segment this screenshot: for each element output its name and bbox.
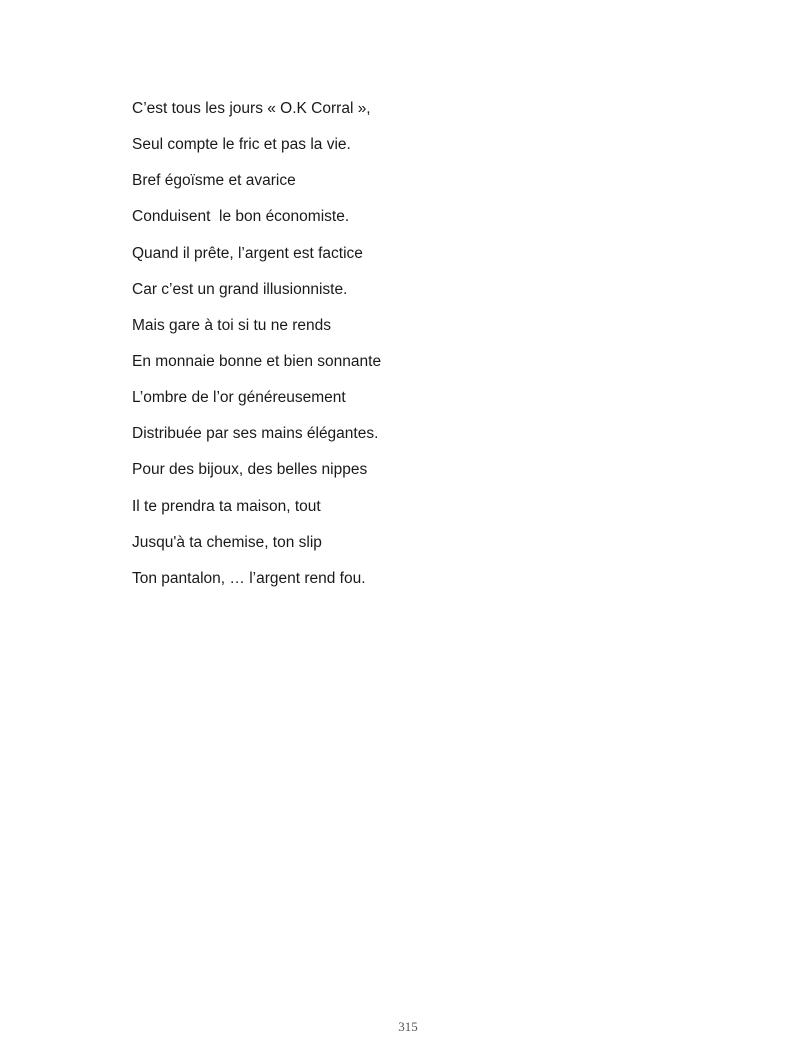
poem-line: Quand il prête, l’argent est factice: [132, 244, 363, 262]
poem-line: Mais gare à toi si tu ne rends: [132, 316, 332, 334]
poem-line: Il te prendra ta maison, tout: [132, 497, 321, 515]
poem-line: Jusqu'à ta chemise, ton slip: [132, 533, 322, 551]
poem-line: Conduisent le bon économiste.: [132, 208, 350, 226]
poem-line: Pour des bijoux, des belles nippes: [132, 461, 368, 479]
poem-line: Seul compte le fric et pas la vie.: [132, 136, 351, 154]
page-number: 315: [398, 1019, 418, 1034]
poem-line: Distribuée par ses mains élégantes.: [132, 425, 379, 443]
poem-line: C’est tous les jours « O.K Corral »,: [132, 100, 371, 117]
poem-line: Car c’est un grand illusionniste.: [132, 280, 348, 298]
poem-line: Bref égoïsme et avarice: [132, 172, 296, 190]
poem-line: L’ombre de l’or généreusement: [132, 389, 346, 407]
poem-line: Ton pantalon, … l’argent rend fou.: [132, 569, 366, 587]
poem: [132, 98, 381, 604]
poem-line: En monnaie bonne et bien sonnante: [132, 352, 382, 370]
